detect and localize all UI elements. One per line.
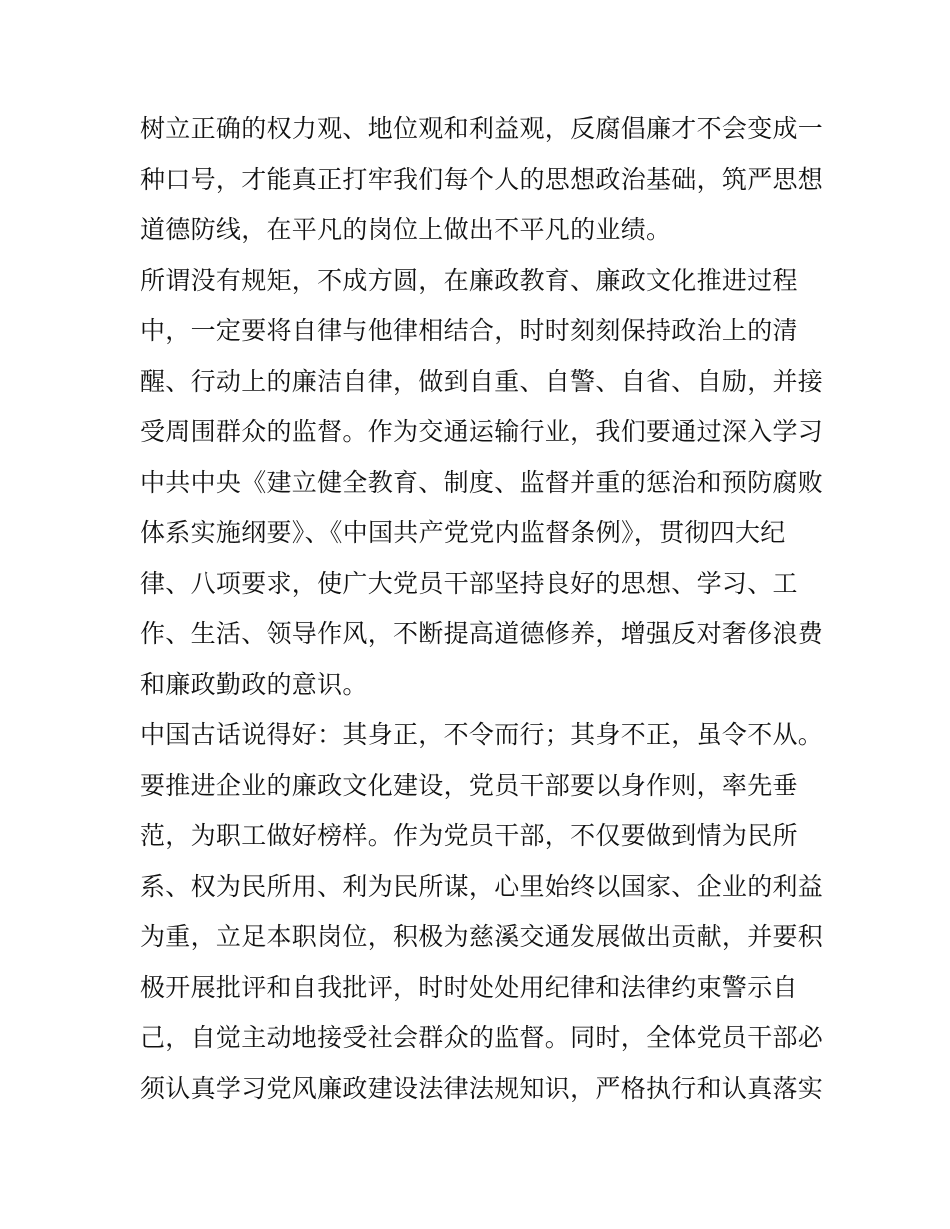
- text-line: 中国古话说得好：其身正，不令而行；其身不正，虽令不从。: [140, 720, 824, 749]
- text-line: 要推进企业的廉政文化建设，党员干部要以身作则，率先垂: [140, 770, 798, 800]
- text-line: 树立正确的权力观、地位观和利益观，反腐倡廉才不会变成一: [140, 114, 824, 143]
- text-line: 中，一定要将自律与他律相结合，时时刻刻保持政治上的清: [140, 316, 798, 345]
- text-line: 种口号，才能真正打牢我们每个人的思想政治基础，筑严思想: [140, 164, 824, 194]
- text-line: 极开展批评和自我批评，时时处处用纪律和法律约束警示自: [140, 972, 798, 1002]
- body-text: [140, 104, 824, 1114]
- text-line: 己，自觉主动地接受社会群众的监督。同时，全体党员干部必: [140, 1023, 824, 1052]
- text-line: 须认真学习党风廉政建设法律法规知识，严格执行和认真落实: [140, 1073, 824, 1103]
- text-line: 为重，立足本职岗位，积极为慈溪交通发展做出贡献，并要积: [140, 922, 824, 951]
- text-line: 体系实施纲要》、《中国共产党党内监督条例》，贯彻四大纪: [140, 518, 786, 547]
- text-line: 受周围群众的监督。作为交通运输行业，我们要通过深入学习: [140, 417, 824, 446]
- text-line: 范，为职工做好榜样。作为党员干部，不仅要做到情为民所: [140, 821, 798, 850]
- text-line: 作、生活、领导作风，不断提高道德修养，增强反对奢侈浪费: [140, 619, 824, 648]
- text-line: 醒、行动上的廉洁自律，做到自重、自警、自省、自励，并接: [140, 366, 824, 396]
- text-line: 中共中央《建立健全教育、制度、监督并重的惩治和预防腐败: [140, 467, 824, 497]
- text-line: 系、权为民所用、利为民所谋，心里始终以国家、企业的利益: [140, 871, 824, 901]
- text-line: 道德防线，在平凡的岗位上做出不平凡的业绩。: [140, 215, 672, 244]
- text-line: 律、八项要求，使广大党员干部坚持良好的思想、学习、工: [140, 568, 798, 598]
- text-line: 和廉政勤政的意识。: [140, 669, 368, 699]
- text-line: 所谓没有规矩，不成方圆，在廉政教育、廉政文化推进过程: [140, 265, 798, 295]
